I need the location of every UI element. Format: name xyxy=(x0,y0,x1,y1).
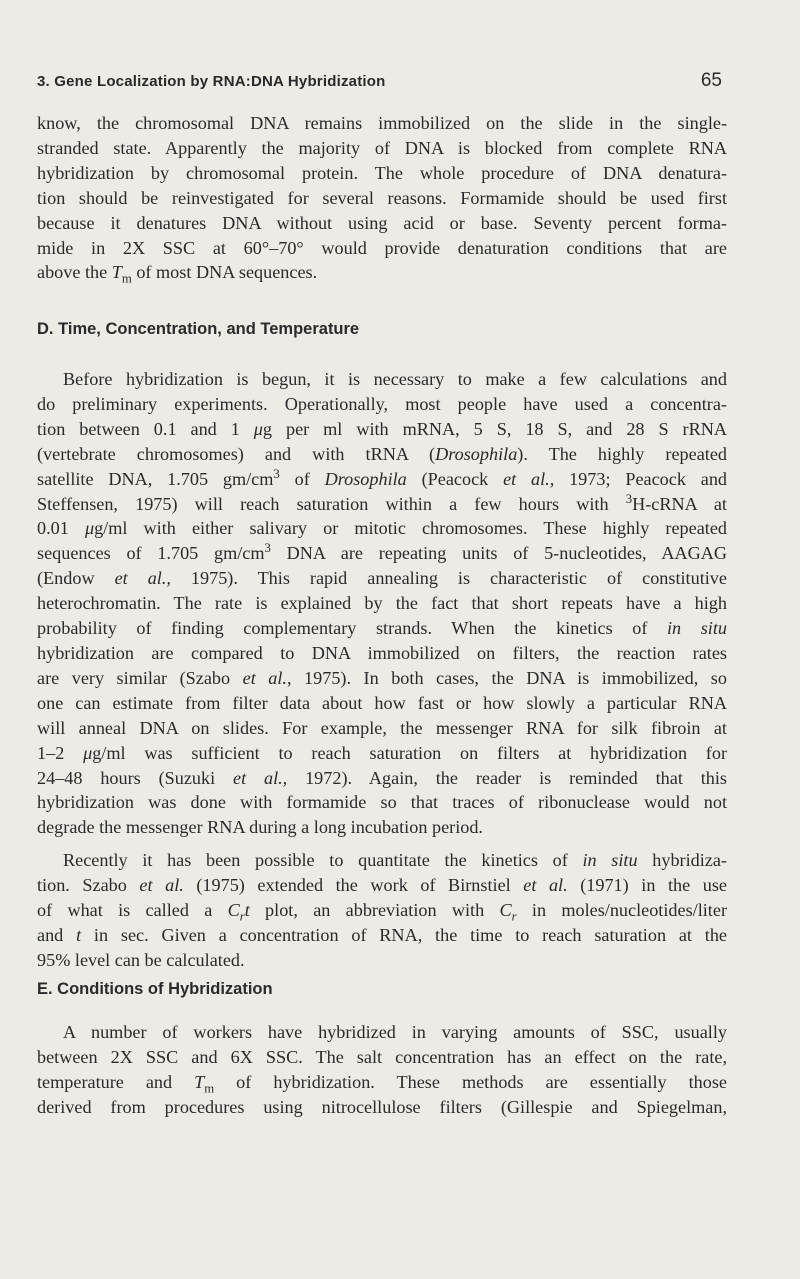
text-line: 0.01 μg/ml with either salivary or mitotic chromosomes. These highly repeated xyxy=(37,518,728,539)
text-line: of what is called a $C_rt$ plot, an abbreviation with $C_r$ in moles/nucleotides/liter xyxy=(37,899,727,924)
text-line: satellite DNA, 1.705 $gm/cm^3$ of Drosophila (Peacock et al., 1973; Peacock and xyxy=(37,466,728,489)
text-line: derived from procedures using nitrocellulose filters (Gillespie and Spiegelman, xyxy=(37,1096,727,1117)
text-line: do preliminary experiments. Operationally, most people have used a concentra- xyxy=(37,393,727,414)
text-line: are very similar (Szabo et al., 1975). In both cases, the DNA is immobilized, so xyxy=(37,667,727,688)
text-line: degrade the messenger RNA during a long incubation period. xyxy=(37,817,483,838)
text-line: stranded state. Apparently the majority of DNA is blocked from complete RNA xyxy=(37,137,727,158)
text-line: above the $T_m$ of most DNA sequences. xyxy=(37,262,318,287)
text-line: 24–48 hours (Suzuki et al., 1972). Again, the reader is reminded that this xyxy=(37,767,727,788)
text-line: tion should be reinvestigated for several reasons. Formamide should be used first xyxy=(37,187,727,208)
text-line: know, the chromosomal DNA remains immobilized on the slide in the single- xyxy=(37,113,727,133)
text-line: (vertebrate chromosomes) and with tRNA (Drosophila). The highly repeated xyxy=(37,443,728,464)
text-line: heterochromatin. The rate is explained by the fact that short repeats have a high xyxy=(37,593,727,614)
section-heading-d: D. Time, Concentration, and Temperature xyxy=(37,320,360,338)
running-head xyxy=(37,70,722,92)
text-line: probability of finding complementary strands. When the kinetics of in situ xyxy=(37,618,727,639)
paragraph-1 xyxy=(37,111,727,285)
text-line: one can estimate from filter data about how fast or how slowly a particular RNA xyxy=(37,692,727,713)
paragraph-2 xyxy=(37,367,727,840)
text-line: hybridization was done with formamide so that traces of ribonuclease would not xyxy=(37,792,727,813)
section-heading-e: E. Conditions of Hybridization xyxy=(37,980,273,998)
text-line: hybridization are compared to DNA immobilized on filters, the reaction rates xyxy=(37,642,727,663)
text-line: because it denatures DNA without using acid or base. Seventy percent forma- xyxy=(37,212,727,233)
text-line: Before hybridization is begun, it is necessary to make a few calculations and xyxy=(63,369,727,389)
text-line: tion between 0.1 and 1 μg per ml with mRNA, 5 S, 18 S, and 28 S rRNA xyxy=(37,418,727,439)
text-line: temperature and $T_m$ of hybridization. These methods are essentially those xyxy=(37,1071,727,1096)
paragraph-4 xyxy=(37,1020,727,1120)
text-line: (Endow et al., 1975). This rapid annealing is characteristic of constitutive xyxy=(37,568,727,589)
page-number: 65 xyxy=(700,70,722,91)
text-line: sequences of 1.705 $gm/cm^3$ DNA are repeating units of 5-nucleotides, AAGAG xyxy=(37,541,727,564)
text-line: 1–2 μg/ml was sufficient to reach saturation on filters at hybridization for xyxy=(37,742,728,763)
text-line: hybridization by chromosomal protein. The whole procedure of DNA denatura- xyxy=(37,162,727,183)
paragraph-3 xyxy=(37,848,727,973)
text-line: will anneal DNA on slides. For example, the messenger RNA for silk fibroin at xyxy=(37,717,727,738)
text-line: tion. Szabo et al. (1975) extended the work of Birnstiel et al. (1971) in the use xyxy=(37,874,727,895)
text-line: mide in 2X SSC at 60°–70° would provide denaturation conditions that are xyxy=(37,237,727,258)
text-line: Steffensen, 1975) will reach saturation within a few hours with $^3$H-cRNA at xyxy=(37,491,727,514)
text-line: Recently it has been possible to quantitate the kinetics of in situ hybridiza- xyxy=(63,850,727,870)
text-line: between 2X SSC and 6X SSC. The salt concentration has an effect on the rate, xyxy=(37,1046,727,1067)
text-line: A number of workers have hybridized in varying amounts of SSC, usually xyxy=(63,1022,727,1042)
text-line: and t in sec. Given a concentration of RNA, the time to reach saturation at the xyxy=(37,924,727,945)
running-title: 3. Gene Localization by RNA:DNA Hybridization xyxy=(37,73,386,90)
text-line: 95% level can be calculated. xyxy=(37,949,245,970)
